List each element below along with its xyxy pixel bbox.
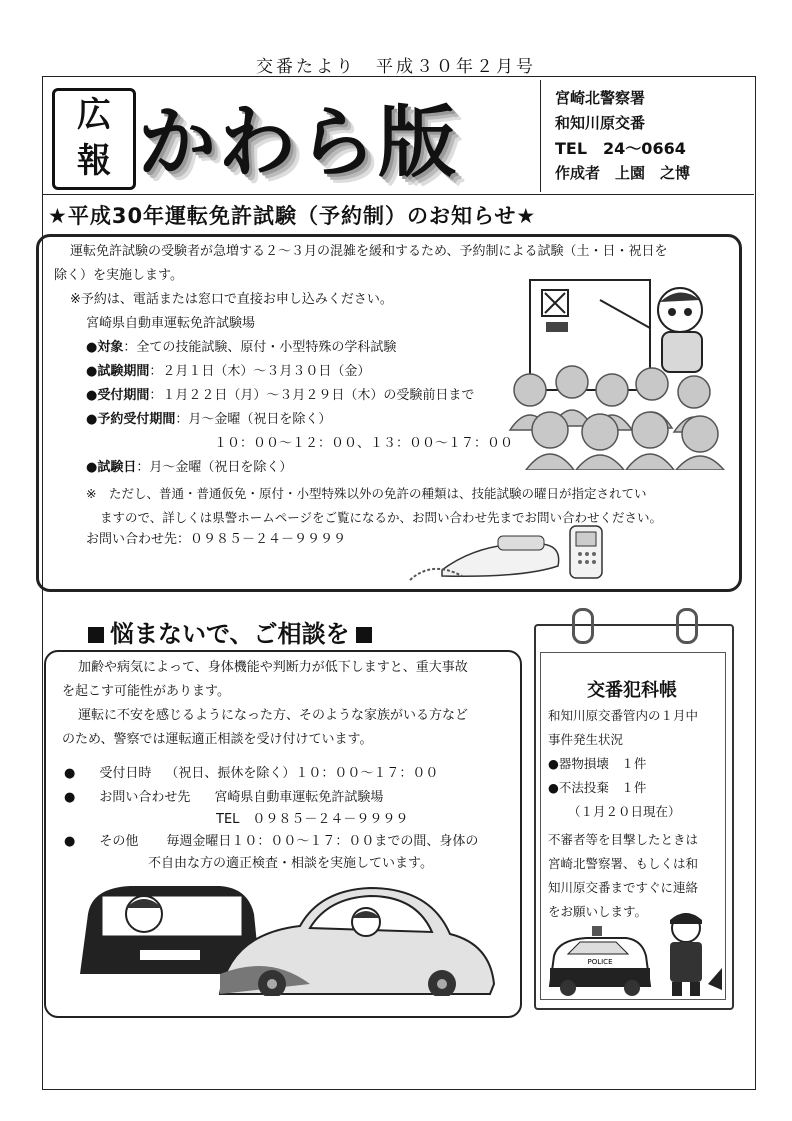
crime-board-line: 知川原交番まですぐに連絡 <box>548 880 699 895</box>
crime-board-line: をお願いします。 <box>548 904 648 919</box>
caution-line1: ※ ただし、普通・普通仮免・原付・小型特殊以外の免許の種類は、技能試験の曜日が指定されてい <box>86 486 647 501</box>
consult-title-row <box>82 614 378 649</box>
exam-day-label: ●試験日 <box>86 460 137 475</box>
consult-p2-line2: のため、警察では運転適正相談を受け付けています。 <box>62 732 373 747</box>
target-row <box>86 336 396 360</box>
koho-top-char: 広 <box>77 95 111 135</box>
square-bullet-icon <box>88 627 104 643</box>
police-car-label: POLICE <box>587 958 613 966</box>
target-label: ●対象 <box>86 340 124 355</box>
target-value: ：全ての技能試験、原付・小型特殊の学科試験 <box>123 340 397 355</box>
booking-row <box>86 408 331 432</box>
station-info <box>540 80 752 192</box>
crime-board-title: 交番犯科帳 <box>587 680 677 701</box>
reception-row <box>86 384 474 408</box>
consult-item-cont: 不自由な方の適正検査・相談を実施しています。 <box>148 856 433 871</box>
period-row <box>86 360 370 384</box>
consult-p1-line2: を起こす可能性があります。 <box>62 684 230 699</box>
police-illustration <box>546 906 726 998</box>
station-phone: TEL 24～0664 <box>555 139 686 158</box>
exam-day-value: ：月～金曜（祝日を除く） <box>136 460 293 475</box>
crime-board-line: ●器物損壊 １件 <box>548 756 647 771</box>
consult-title: 悩まないで、ご相談を <box>110 620 350 648</box>
reception-label: ●受付期間 <box>86 388 150 403</box>
station-line: 和知川原交番 <box>555 114 646 132</box>
consult-phone: TEL ０９８５－２４－９９９９ <box>216 812 409 827</box>
reception-value: ：１月２２日（月）～３月２９日（木）の受験前日まで <box>149 388 475 403</box>
newsletter-title: かわら版 <box>138 97 459 188</box>
consult-item: ● お問い合わせ先 宮崎県自動車運転免許試験場 <box>64 790 384 805</box>
crime-board-line: ●不法投棄 １件 <box>548 780 647 795</box>
booking-hours: １０：００～１２：００、１３：００～１７：００ <box>214 436 514 451</box>
consult-p1-line1: 加齢や病気によって、身体機能や判断力が低下しますと、重大事故 <box>78 660 468 675</box>
consult-item: ● その他 毎週金曜日１０：００～１７：００までの間、身体の <box>64 834 479 849</box>
period-value: ：２月１日（木）～３月３０日（金） <box>149 364 371 379</box>
square-bullet-icon <box>356 627 372 643</box>
koho-badge <box>52 88 136 190</box>
telephone-illustration <box>402 520 622 584</box>
crime-board-line: 事件発生状況 <box>548 732 624 747</box>
consult-p2-line1: 運転に不安を感じるようになった方、そのような家族がいる方など <box>78 708 469 723</box>
caution-line2: ますので、詳しくは県警ホームページをご覧になるか、お問い合わせ先までお問い合わせください。 <box>100 510 663 525</box>
exam-intro-line1: 運転免許試験の受験者が急増する２～３月の混雑を緩和するため、予約制による試験（土・日・祝日を <box>70 244 668 259</box>
calendar-ring-icon <box>572 608 594 644</box>
koho-bottom-char: 報 <box>77 141 111 181</box>
crime-board-line: 宮崎北警察署、もしくは和 <box>548 856 699 871</box>
consult-item: ● 受付日時 （祝日、振休を除く）１０：００～１７：００ <box>64 766 439 781</box>
reservation-note: ※予約は、電話または窓口で直接お申し込みください。 <box>70 292 393 307</box>
station-line: 宮崎北警察署 <box>555 89 646 107</box>
exam-day-row <box>86 456 292 480</box>
exam-intro-line2: 除く）を実施します。 <box>54 268 183 283</box>
classroom-illustration <box>500 270 730 470</box>
crime-board-line: 不審者等を目撃したときは <box>548 832 699 847</box>
newsletter-subtitle: 交番たより 平成３０年２月号 <box>256 57 536 77</box>
exam-notice-title: ★平成30年運転免許試験（予約制）のお知らせ★ <box>48 204 537 228</box>
booking-value: ：月～金曜（祝日を除く） <box>175 412 332 427</box>
exam-contact: お問い合わせ先：０９８５－２４－９９９９ <box>86 532 347 547</box>
calendar-ring-icon <box>676 608 698 644</box>
period-label: ●試験期間 <box>86 364 150 379</box>
station-author: 作成者 上園 之博 <box>555 164 691 182</box>
crime-board-line: （１月２０日現在） <box>568 804 681 819</box>
crime-board-line: 和知川原交番管内の１月中 <box>548 708 699 723</box>
exam-venue: 宮崎県自動車運転免許試験場 <box>86 316 256 331</box>
cars-illustration <box>70 874 500 996</box>
booking-label: ●予約受付期間 <box>86 412 176 427</box>
